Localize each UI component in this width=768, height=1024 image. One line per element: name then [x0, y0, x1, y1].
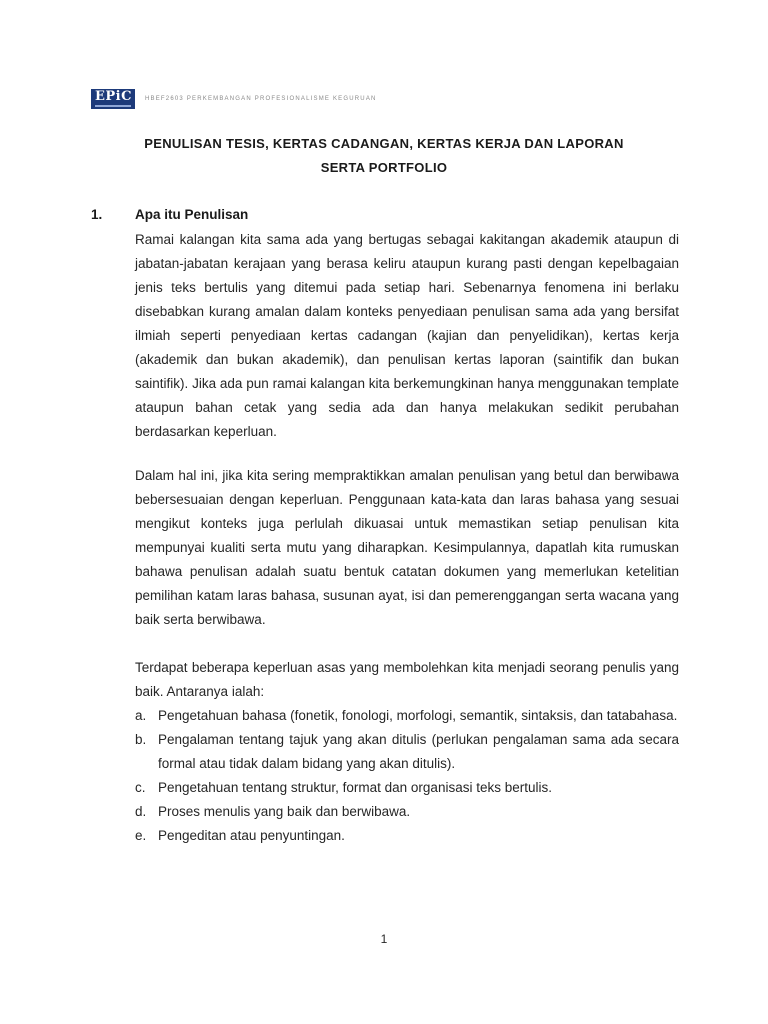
list-marker: a.: [135, 708, 147, 723]
list-item: [135, 800, 679, 824]
list-item-text: Proses menulis yang baik dan berwibawa.: [158, 804, 411, 819]
list-marker: d.: [135, 804, 147, 819]
page-number: 1: [380, 932, 388, 946]
paragraph-3: Terdapat beberapa keperluan asas yang membolehkan kita menjadi seorang penulis yang baik. Antaranya ialah:: [135, 660, 679, 699]
course-header-text: HBEF2603 PERKEMBANGAN PROFESIONALISME KEGURUAN: [145, 96, 377, 102]
section-number: 1.: [91, 207, 103, 222]
list-item-text: Pengetahuan bahasa (fonetik, fonologi, morfologi, semantik, sintaksis, dan tatabahasa.: [158, 708, 678, 723]
requirements-list: [135, 704, 679, 848]
paragraph-2: Dalam hal ini, jika kita sering mempraktikkan amalan penulisan yang betul dan berwibawa bebersesuaian dengan keperluan. Penggunaan kata-kata dan laras bahasa yang sesuai mengikut konteks juga perlulah dikuasai untuk memastikan setiap penulisan kita mempunyai kualiti serta mutu yang diharapkan. Kesimpulannya, dapatlah kita rumuskan bahawa penulisan adalah suatu bentuk catatan dokumen yang memerlukan ketelitian pemilihan katam laras bahasa, susunan ayat, isi dan pemerenggangan serta wacana yang baik serta berwibawa.: [135, 468, 679, 627]
list-marker: b.: [135, 732, 147, 747]
page-header: [91, 89, 377, 109]
document-title-line-2: SERTA PORTFOLIO: [320, 160, 448, 175]
list-item: [135, 824, 679, 848]
logo-text: EPiC: [95, 89, 132, 104]
list-marker: c.: [135, 780, 146, 795]
list-item-text: Pengetahuan tentang struktur, format dan organisasi teks bertulis.: [158, 780, 552, 795]
document-title-line-1: PENULISAN TESIS, KERTAS CADANGAN, KERTAS KERJA DAN LAPORAN: [144, 136, 624, 151]
list-item-text: Pengalaman tentang tajuk yang akan ditulis (perlukan pengalaman sama ada secara formal atau tidak dalam bidang yang akan ditulis).: [158, 732, 679, 771]
list-item: [135, 728, 679, 776]
paragraph-1: Ramai kalangan kita sama ada yang bertugas sebagai kakitangan akademik ataupun di jabatan-jabatan kerajaan yang berasa keliru ataupun kurang pasti dengan kepelbagaian jenis teks bertulis yang ditemui pada setiap hari. Sebenarnya fenomena ini berlaku disebabkan kurang amalan dalam konteks penyediaan penulisan sama ada yang bersifat ilmiah seperti penyediaan kertas cadangan (kajian dan penyelidikan), kertas kerja (akademik dan bukan akademik), dan penulisan kertas laporan (saintifik dan bukan saintifik). Jika ada pun ramai kalangan kita berkemungkinan hanya menggunakan template ataupun bahan cetak yang sedia ada dan hanya melakukan sedikit perubahan berdasarkan keperluan.: [135, 232, 679, 439]
section-heading: Apa itu Penulisan: [135, 207, 249, 222]
list-marker: e.: [135, 828, 147, 843]
list-item-text: Pengeditan atau penyuntingan.: [158, 828, 345, 843]
list-item: [135, 776, 679, 800]
epic-logo: [91, 89, 135, 109]
list-item: [135, 704, 679, 728]
logo-underline: [95, 105, 131, 107]
